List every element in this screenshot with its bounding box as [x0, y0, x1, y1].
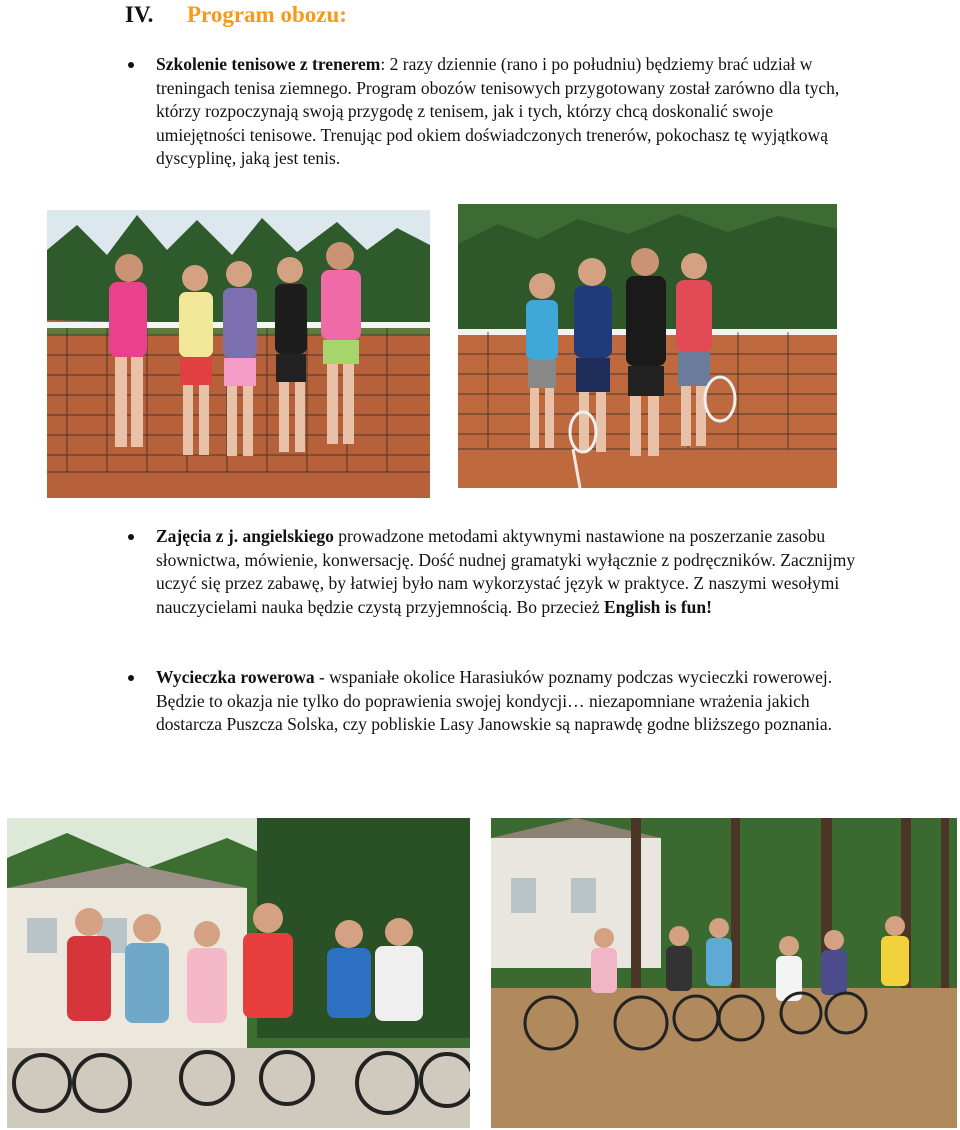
photo-bike-group-house	[7, 818, 470, 1128]
section-heading	[125, 0, 347, 30]
photo-girls-tennis	[47, 210, 430, 498]
section-number: IV.	[125, 2, 154, 27]
program-item-english	[156, 525, 856, 619]
item-bold-label: Wycieczka rowerowa	[156, 667, 315, 687]
item-text: - wspaniałe okolice Harasiuków poznamy podczas wycieczki rowerowej. Będzie to okazja nie tylko do poprawienia swojej kondycji… niezapomniane wrażenia jakich dostarcza Puszcza Solska, czy pobliskie Lasy Janowskie są naprawdę godne bliższego poznania.	[156, 667, 833, 734]
item-bold-label: Szkolenie tenisowe z trenerem	[156, 54, 381, 74]
program-item-tennis	[156, 53, 856, 171]
bullet-dot	[128, 534, 134, 540]
photo-bike-group-forest	[491, 818, 957, 1128]
photo-boys-tennis	[458, 204, 837, 488]
item-text: : 2 razy dziennie (rano i po południu) będziemy brać udział w treningach tenisa ziemnego. Program obozów tenisowych przygotowany został zarówno dla tych, którzy rozpoczynają swoją przygodę z tenisem, jak i tych, którzy chcą doskonalić swoje umiejętności tenisowe. Trenując pod okiem doświadczonych trenerów, pokochasz tę wyjątkową dyscyplinę, jaką jest tenis.	[156, 54, 840, 168]
item-text: prowadzone metodami aktywnymi nastawione na poszerzanie zasobu słownictwa, mówienie, konwersację. Dość nudnej gramatyki wyłącznie z podręczników. Zacznijmy uczyć się przez zabawę, by łatwiej było nam wykorzystać język w praktyce. Z naszymi wesołymi nauczycielami nauka będzie czystą przyjemnością. Bo przecież	[156, 526, 856, 617]
item-bold-label: Zajęcia z j. angielskiego	[156, 526, 334, 546]
item-bold-ending: English is fun!	[603, 596, 712, 617]
program-item-bike-trip	[156, 666, 856, 737]
bullet-dot	[128, 62, 134, 68]
section-title: Program obozu:	[187, 2, 347, 27]
bullet-dot	[128, 675, 134, 681]
